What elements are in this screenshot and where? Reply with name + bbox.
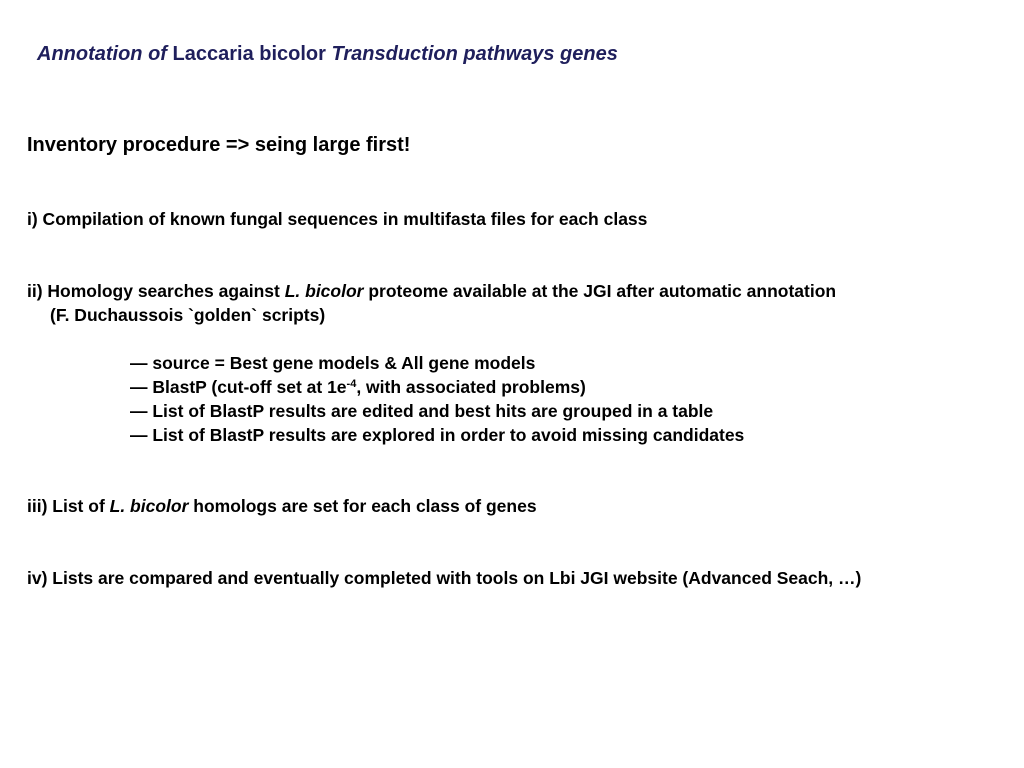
bullet-results-explored: — List of BlastP results are explored in order to avoid missing candidates (130, 425, 745, 445)
bullet-blastp-cutoff (130, 376, 586, 398)
step-iv: iv) Lists are compared and eventually completed with tools on Lbi JGI website (Advanced Seach, …) (27, 568, 862, 588)
title-part-species: Laccaria bicolor (172, 43, 326, 65)
step-iii-prefix: iii) List of (27, 496, 110, 516)
title-part-pathways: Transduction pathways genes (325, 43, 618, 65)
step-ii-prefix: ii) Homology searches against (27, 281, 285, 301)
title-part-annotation: Annotation of (37, 43, 173, 65)
step-iii (27, 495, 537, 517)
bullet-blastp-suffix: , with associated problems) (356, 377, 586, 397)
step-ii-continuation: (F. Duchaussois `golden` scripts) (50, 305, 326, 325)
step-i: i) Compilation of known fungal sequences in multifasta files for each class (27, 209, 648, 229)
step-ii-suffix: proteome available at the JGI after automatic annotation (363, 281, 837, 301)
bullet-blastp-prefix: — BlastP (cut-off set at 1e (130, 377, 347, 397)
step-iii-species: L. bicolor (109, 496, 189, 516)
bullet-blastp-exponent: -4 (346, 378, 357, 390)
section-heading: Inventory procedure => seing large first! (27, 134, 411, 156)
step-ii-species: L. bicolor (284, 281, 364, 301)
bullet-results-edited: — List of BlastP results are edited and best hits are grouped in a table (130, 401, 714, 421)
slide-title (37, 41, 618, 67)
step-iii-suffix: homologs are set for each class of genes (188, 496, 537, 516)
step-ii (27, 280, 836, 302)
bullet-source: — source = Best gene models & All gene models (130, 353, 536, 373)
